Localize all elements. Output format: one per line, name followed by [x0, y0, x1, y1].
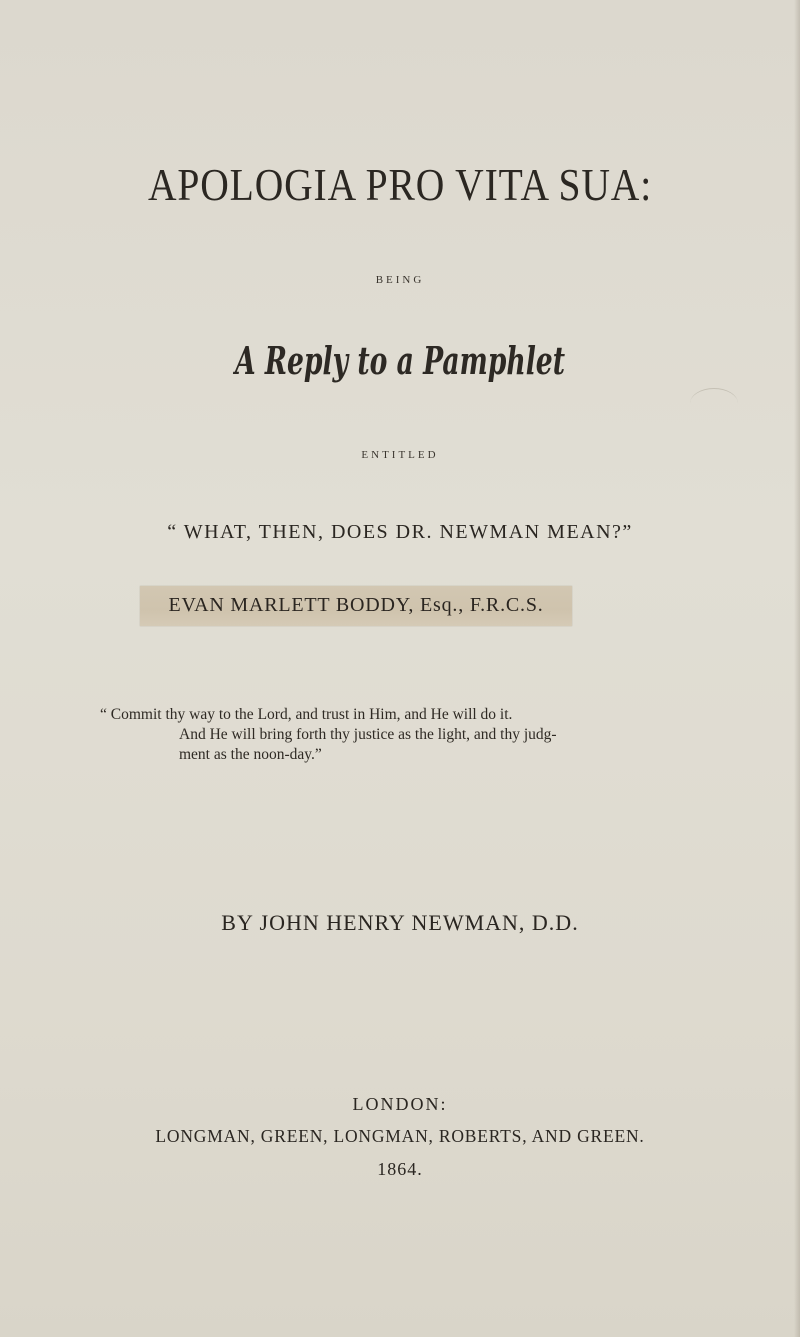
author-line: BY JOHN HENRY NEWMAN, D.D. — [221, 910, 579, 935]
book-title: APOLOGIA PRO VITA SUA: — [147, 159, 653, 210]
epigraph-line: ment as the noon-day.” — [179, 746, 322, 763]
publication-place: LONDON: — [352, 1094, 448, 1114]
publisher-name: LONGMAN, GREEN, LONGMAN, ROBERTS, AND GREEN. — [155, 1126, 645, 1146]
epigraph — [100, 705, 660, 765]
owner-name: EVAN MARLETT BODDY, Esq., F.R.C.S. — [168, 594, 544, 616]
epigraph-line: “ Commit thy way to the Lord, and trust in Him, and He will do it. — [100, 706, 513, 723]
entitled-label: ENTITLED — [361, 449, 439, 461]
publication-year: 1864. — [377, 1159, 423, 1179]
being-label: BEING — [375, 274, 425, 286]
paper-mark — [690, 388, 738, 419]
blackletter-subtitle: A Reply to a Pamphlet — [234, 338, 566, 383]
pamphlet-title: “ WHAT, THEN, DOES DR. NEWMAN MEAN?” — [167, 521, 633, 543]
epigraph-line: And He will bring forth thy justice as the light, and thy judg- — [179, 726, 557, 743]
